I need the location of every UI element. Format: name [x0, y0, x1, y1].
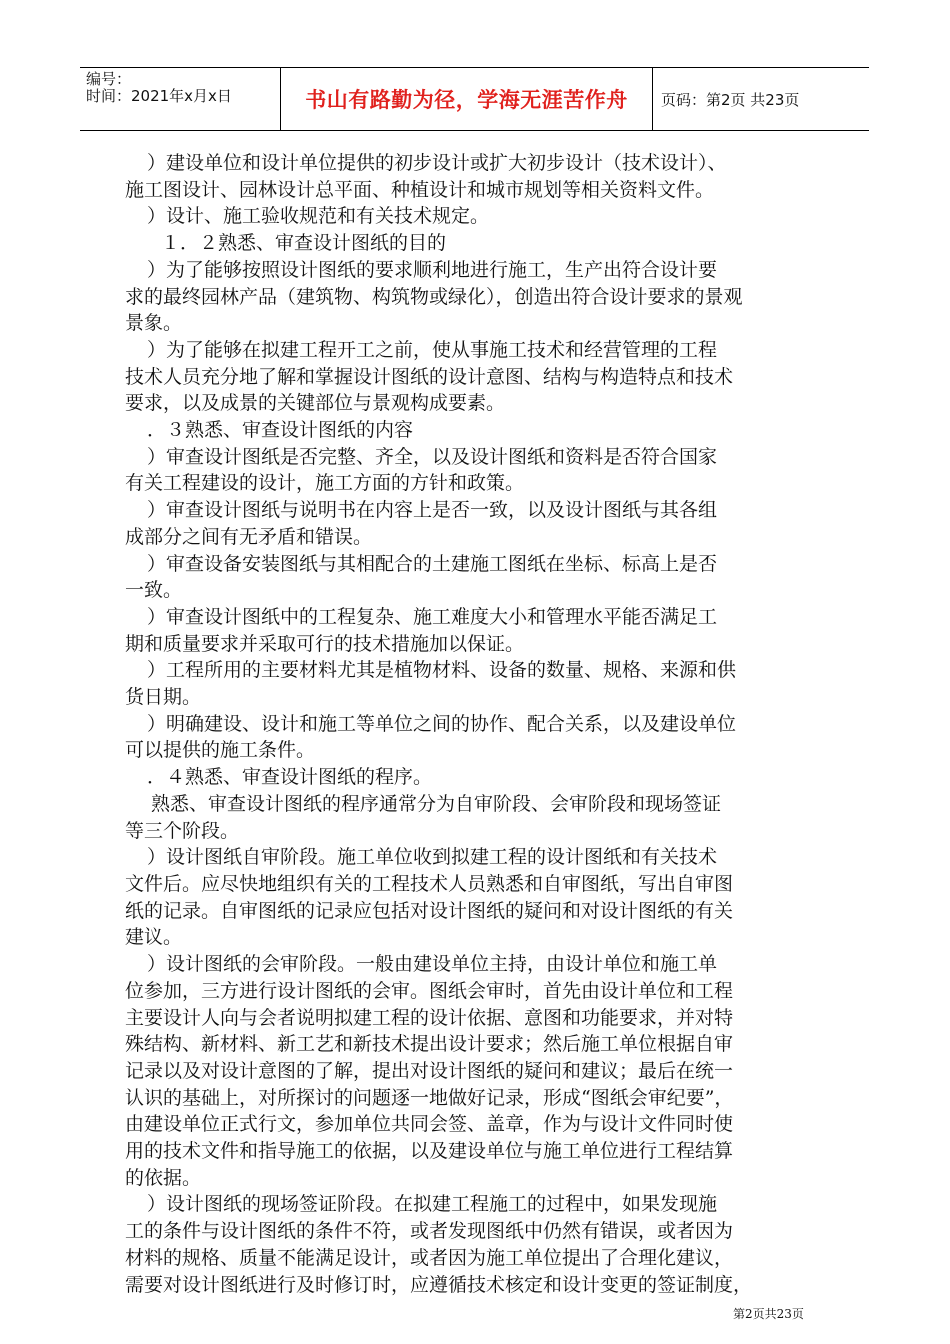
text-line: 一致。 — [125, 579, 183, 602]
footer-page-number: 第2页共23页 — [733, 1307, 804, 1321]
text-line: ．４熟悉、审查设计图纸的程序。 — [147, 766, 433, 789]
date-label: 时间：2021年x月x日 — [86, 87, 232, 105]
text-line: ）明确建设、设计和施工等单位之间的协作、配合关系，以及建设单位 — [147, 712, 737, 735]
text-line: ．３熟悉、审查设计图纸的内容 — [147, 419, 414, 442]
text-line: 成部分之间有无矛盾和错误。 — [125, 525, 373, 548]
text-line: ）为了能够按照设计图纸的要求顺利地进行施工，生产出符合设计要 — [147, 258, 718, 281]
text-line: 的依据。 — [125, 1166, 202, 1189]
document-body — [125, 150, 835, 1298]
text-line: 需要对设计图纸进行及时修订时，应遵循技术核定和设计变更的签证制度， — [125, 1273, 753, 1296]
text-line: 施工图设计、园林设计总平面、种植设计和城市规划等相关资料文件。 — [125, 178, 715, 201]
text-line: ）审查设备安装图纸与其相配合的土建施工图纸在坐标、标高上是否 — [147, 552, 718, 575]
text-line: 工的条件与设计图纸的条件不符，或者发现图纸中仍然有错误，或者因为 — [125, 1220, 734, 1243]
page-label: 页码：第2页 共23页 — [661, 90, 800, 109]
text-line: 期和质量要求并采取可行的技术措施加以保证。 — [125, 632, 525, 655]
header-meta — [80, 68, 281, 130]
text-line: ）设计、施工验收规范和有关技术规定。 — [147, 205, 490, 228]
page-footer — [733, 1305, 804, 1322]
text-line: 用的技术文件和指导施工的依据，以及建设单位与施工单位进行工程结算 — [125, 1140, 734, 1163]
text-line: 可以提供的施工条件。 — [125, 739, 316, 762]
text-line: 建议。 — [125, 926, 183, 949]
text-line: 要求，以及成景的关键部位与景观构成要素。 — [125, 392, 506, 415]
text-line: 由建设单位正式行文，参加单位共同会签、盖章，作为与设计文件同时使 — [125, 1113, 734, 1136]
text-line: ）审查设计图纸是否完整、齐全，以及设计图纸和资料是否符合国家 — [147, 445, 718, 468]
text-line: ）建设单位和设计单位提供的初步设计或扩大初步设计（技术设计）、 — [147, 152, 727, 174]
text-line: ）审查设计图纸与说明书在内容上是否一致，以及设计图纸与其各组 — [147, 499, 718, 522]
text-line: ）设计图纸的现场签证阶段。在拟建工程施工的过程中，如果发现施 — [147, 1193, 718, 1216]
motto-text: 书山有路勤为径，学海无涯苦作舟 — [305, 88, 628, 112]
text-line: ）为了能够在拟建工程开工之前，使从事施工技术和经营管理的工程 — [147, 338, 718, 361]
text-line: ）设计图纸的会审阶段。一般由建设单位主持，由设计单位和施工单 — [147, 953, 718, 976]
text-line: 殊结构、新材料、新工艺和新技术提出设计要求；然后施工单位根据自审 — [125, 1033, 734, 1056]
text-line: 技术人员充分地了解和掌握设计图纸的设计意图、结构与构造特点和技术 — [125, 365, 734, 388]
text-line: 有关工程建设的设计，施工方面的方针和政策。 — [125, 472, 525, 495]
text-line: 等三个阶段。 — [125, 819, 240, 842]
text-line: 求的最终园林产品（建筑物、构筑物或绿化），创造出符合设计要求的景观 — [125, 285, 743, 308]
text-line: 纸的记录。自审图纸的记录应包括对设计图纸的疑问和对设计图纸的有关 — [125, 899, 734, 922]
text-line: 材料的规格、质量不能满足设计，或者因为施工单位提出了合理化建议， — [125, 1246, 734, 1269]
text-line: ）审查设计图纸中的工程复杂、施工难度大小和管理水平能否满足工 — [147, 605, 718, 628]
text-line: 主要设计人向与会者说明拟建工程的设计依据、意图和功能要求，并对特 — [125, 1006, 734, 1029]
text-line: 记录以及对设计意图的了解，提出对设计图纸的疑问和建议；最后在统一 — [125, 1059, 734, 1082]
text-line: 货日期。 — [125, 686, 202, 709]
text-line: 熟悉、审查设计图纸的程序通常分为自审阶段、会审阶段和现场签证 — [151, 792, 722, 815]
text-line: １．２熟悉、审查设计图纸的目的 — [161, 232, 447, 255]
text-line: 景象。 — [125, 312, 183, 335]
header-motto — [281, 68, 653, 130]
text-line: 文件后。应尽快地组织有关的工程技术人员熟悉和自审图纸，写出自审图 — [125, 872, 734, 895]
number-label: 编号： — [86, 70, 132, 88]
text-line: 认识的基础上，对所探讨的问题逐一地做好记录，形成“图纸会审纪要”， — [125, 1086, 734, 1109]
page-header — [80, 67, 869, 131]
text-line: ）设计图纸自审阶段。施工单位收到拟建工程的设计图纸和有关技术 — [147, 846, 718, 869]
text-line: 位参加，三方进行设计图纸的会审。图纸会审时，首先由设计单位和工程 — [125, 979, 734, 1002]
text-line: ）工程所用的主要材料尤其是植物材料、设备的数量、规格、来源和供 — [147, 659, 737, 682]
header-page — [653, 68, 869, 130]
